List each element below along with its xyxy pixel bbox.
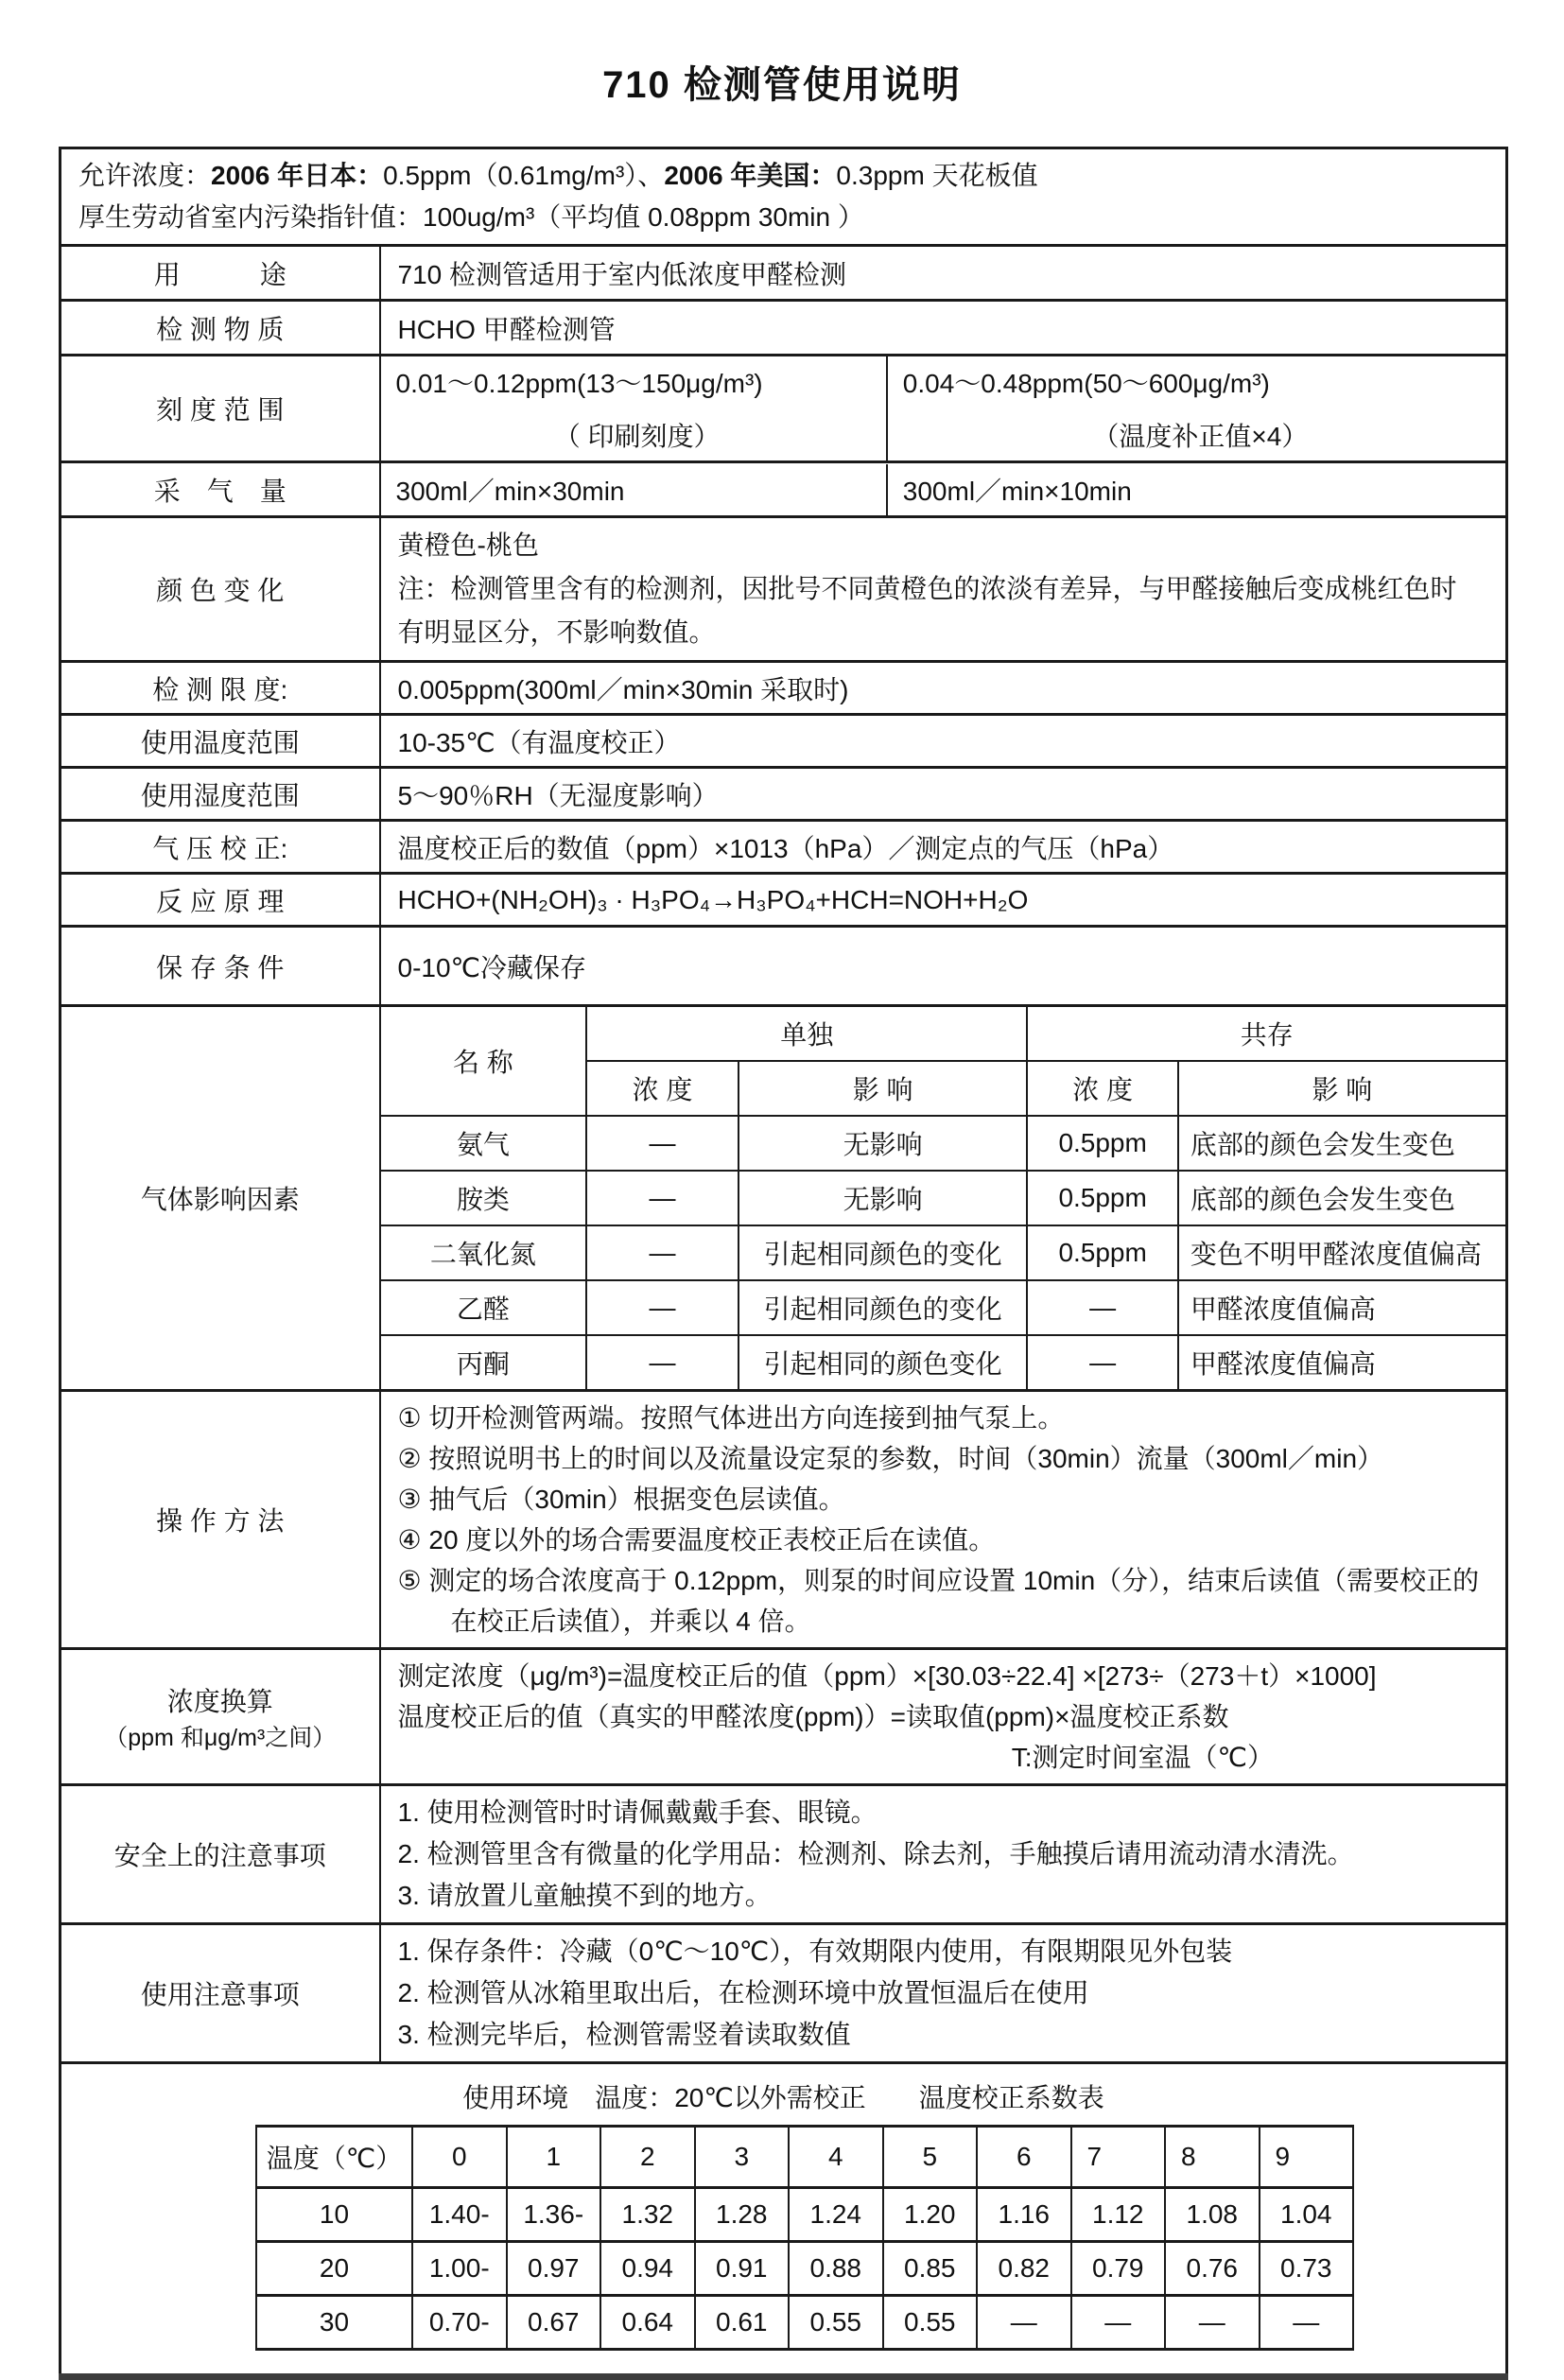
row-storage [61, 927, 1507, 1006]
sampling-left: 300ml／min×30min [381, 464, 887, 515]
pressure-label: 气 压 校 正: [61, 821, 380, 874]
correction-table [255, 2125, 1354, 2351]
correction-value: 1.12 [1071, 2188, 1166, 2242]
row-color-change [61, 517, 1507, 662]
row-permitted [61, 148, 1507, 246]
operation-step-5: ⑤ 测定的场合浓度高于 0.12ppm，则泵的时间应设置 10min（分），结束后读值（需要校正的在校正后读值），并乘以 4 倍。 [397, 1566, 1480, 1636]
page-title: 710 检测管使用说明 [602, 64, 962, 106]
permitted-l2-value: 100ug/m³（平均值 0.08ppm 30min ） [423, 202, 864, 232]
correction-value: 0.85 [883, 2242, 978, 2296]
correction-value: 0.91 [695, 2242, 790, 2296]
scale-inner-table [381, 356, 1506, 460]
correction-temp: 30 [256, 2296, 412, 2350]
correction-header-row [256, 2127, 1353, 2188]
humidity-range-value: 5～90％RH（无湿度影响） [380, 768, 1507, 821]
correction-value: 1.04 [1260, 2188, 1354, 2242]
row-pressure [61, 821, 1507, 874]
usage-label: 用 途 [61, 246, 380, 301]
correction-title: 使用环境 温度：20℃以外需校正 温度校正系数表 [462, 2083, 1104, 2112]
conversion-label-line2: （ppm 和μg/m³之间） [104, 1724, 337, 1751]
correction-value: 0.61 [695, 2296, 790, 2350]
operation-label: 操 作 方 法 [61, 1391, 380, 1649]
correction-header-2: 2 [600, 2127, 695, 2188]
safety-item-3: 3. 请放置儿童触摸不到的地方。 [397, 1881, 772, 1910]
correction-row-30 [256, 2296, 1353, 2350]
row-temp-range [61, 715, 1507, 768]
storage-label: 保 存 条 件 [61, 927, 380, 1006]
gas-co-effect: 甲醛浓度值偏高 [1178, 1335, 1505, 1389]
usage-note-2: 2. 检测管从冰箱里取出后，在检测环境中放置恒温后在使用 [397, 1978, 1089, 2007]
correction-value: 1.20 [883, 2188, 978, 2242]
color-line2: 注：检测管里含有的检测剂，因批号不同黄橙色的浓淡有差异，与甲醛接触后变成桃红色时 [397, 574, 1457, 603]
correction-value: 0.94 [600, 2242, 695, 2296]
usage-notes-items [380, 1924, 1507, 2063]
gas-alone-conc: — [586, 1116, 739, 1171]
correction-value: 0.97 [507, 2242, 601, 2296]
main-table [59, 147, 1508, 2380]
conversion-label-line1: 浓度换算 [166, 1686, 273, 1716]
row-correction [61, 2063, 1507, 2377]
conversion-t-note: T:测定时间室温（℃） [1011, 1743, 1275, 1772]
correction-header-8: 8 [1165, 2127, 1260, 2188]
gas-co-conc: 0.5ppm [1027, 1225, 1177, 1280]
correction-value: 0.88 [789, 2242, 883, 2296]
correction-value: — [1260, 2296, 1354, 2350]
limit-value: 0.005ppm(300ml／min×30min 采取时) [380, 662, 1507, 715]
sampling-label: 采 气 量 [61, 462, 380, 517]
row-usage [61, 246, 1507, 301]
scale-printed-cell [381, 356, 887, 460]
gas-col-co-conc: 浓 度 [1027, 1061, 1177, 1116]
sampling-inner-table [381, 464, 1506, 515]
gas-table [381, 1007, 1506, 1389]
gas-co-conc: 0.5ppm [1027, 1116, 1177, 1171]
correction-value: 0.64 [600, 2296, 695, 2350]
correction-header-6: 6 [977, 2127, 1071, 2188]
gas-name: 丙酮 [381, 1335, 587, 1389]
usage-value: 710 检测管适用于室内低浓度甲醛检测 [380, 246, 1507, 301]
gas-co-effect: 底部的颜色会发生变色 [1178, 1171, 1505, 1225]
gas-alone-conc: — [586, 1280, 739, 1335]
correction-header-1: 1 [507, 2127, 601, 2188]
correction-row-20 [256, 2242, 1353, 2296]
permitted-l1-japan: 2006 年日本： [211, 161, 384, 190]
permitted-l1-label: 允许浓度： [78, 161, 212, 190]
reaction-formula: HCHO+(NH₂OH)₃ · H₃PO₄→H₃PO₄+HCH=NOH+H₂O [380, 874, 1507, 927]
correction-value: 0.76 [1165, 2242, 1260, 2296]
correction-row-10 [256, 2188, 1353, 2242]
permitted-line1 [78, 155, 1496, 197]
row-usage-notes [61, 1924, 1507, 2063]
scale-corrected-range: 0.04～0.48ppm(50～600μg/m³) [902, 369, 1270, 398]
gas-alone-effect: 引起相同的颜色变化 [739, 1335, 1028, 1389]
correction-value: 0.55 [883, 2296, 978, 2350]
gas-col-co-effect: 影 响 [1178, 1061, 1505, 1116]
gas-alone-conc: — [586, 1225, 739, 1280]
scale-printed-note: （ 印刷刻度） [553, 422, 721, 451]
gas-alone-effect: 无影响 [739, 1171, 1028, 1225]
gas-name: 二氧化氮 [381, 1225, 587, 1280]
gas-row-ammonia [381, 1116, 1506, 1171]
gas-label: 气体影响因素 [61, 1006, 380, 1391]
gas-co-effect: 变色不明甲醛浓度值偏高 [1178, 1225, 1505, 1280]
gas-name: 氨气 [381, 1116, 587, 1171]
sampling-cell [380, 462, 1507, 517]
row-operation [61, 1391, 1507, 1649]
safety-item-1: 1. 使用检测管时时请佩戴戴手套、眼镜。 [397, 1798, 878, 1827]
correction-value: 1.36- [507, 2188, 601, 2242]
correction-section [61, 2063, 1507, 2377]
correction-value: 0.70- [412, 2296, 507, 2350]
scale-label: 刻 度 范 围 [61, 356, 380, 462]
operation-step-2: ② 按照说明书上的时间以及流量设定泵的参数，时间（30min）流量（300ml／min） [397, 1444, 1384, 1473]
row-substance [61, 301, 1507, 356]
color-line1: 黄橙色-桃色 [397, 530, 539, 560]
usage-note-3: 3. 检测完毕后，检测管需竖着读取数值 [397, 2020, 851, 2049]
permitted-cell [61, 148, 1507, 246]
correction-value: 1.00- [412, 2242, 507, 2296]
row-sampling [61, 462, 1507, 517]
permitted-line2 [78, 197, 1496, 238]
gas-alone-effect: 无影响 [739, 1116, 1028, 1171]
correction-value: — [1165, 2296, 1260, 2350]
safety-items [380, 1785, 1507, 1924]
gas-alone-effect: 引起相同颜色的变化 [739, 1225, 1028, 1280]
operation-step-1: ① 切开检测管两端。按照气体进出方向连接到抽气泵上。 [397, 1403, 1065, 1433]
permitted-l1-usa: 2006 年美国： [664, 161, 837, 190]
pressure-value: 温度校正后的数值（ppm）×1013（hPa）／测定点的气压（hPa） [380, 821, 1507, 874]
operation-step-3: ③ 抽气后（30min）根据变色层读值。 [397, 1485, 845, 1514]
permitted-l1-usa-value: 0.3ppm 天花板值 [836, 161, 1038, 190]
gas-col-alone-conc: 浓 度 [586, 1061, 739, 1116]
correction-header-3: 3 [695, 2127, 790, 2188]
correction-value: 0.73 [1260, 2242, 1354, 2296]
row-scale-range [61, 356, 1507, 462]
permitted-l2-label: 厚生劳动省室内污染指针值： [78, 202, 424, 232]
correction-header-5: 5 [883, 2127, 978, 2188]
gas-col-alone: 单独 [586, 1007, 1027, 1061]
gas-col-alone-effect: 影 响 [739, 1061, 1028, 1116]
storage-value: 0-10℃冷藏保存 [380, 927, 1507, 1006]
correction-temp: 20 [256, 2242, 412, 2296]
row-limit [61, 662, 1507, 715]
row-gas-factors [61, 1006, 1507, 1391]
gas-alone-conc: — [586, 1171, 739, 1225]
correction-value: 1.16 [977, 2188, 1071, 2242]
row-safety [61, 1785, 1507, 1924]
correction-value: 1.08 [1165, 2188, 1260, 2242]
scale-printed-range: 0.01～0.12ppm(13～150μg/m³) [395, 369, 763, 398]
gas-col-coexist: 共存 [1027, 1007, 1505, 1061]
conversion-formula-1: 测定浓度（μg/m³)=温度校正后的值（ppm）×[30.03÷22.4] ×[273÷（273＋t）×1000] [397, 1661, 1377, 1691]
gas-name: 乙醛 [381, 1280, 587, 1335]
scale-cell [380, 356, 1507, 462]
safety-label: 安全上的注意事项 [61, 1785, 380, 1924]
conversion-formula-2: 温度校正后的值（真实的甲醛浓度(ppm)）=读取值(ppm)×温度校正系数 [397, 1702, 1229, 1731]
correction-header-7: 7 [1071, 2127, 1166, 2188]
conversion-label [61, 1649, 380, 1785]
scale-corrected-note: （温度补正值×4） [1092, 422, 1309, 451]
gas-name: 胺类 [381, 1171, 587, 1225]
sampling-right: 300ml／min×10min [887, 464, 1505, 515]
temp-range-label: 使用温度范围 [61, 715, 380, 768]
document-page [0, 55, 1564, 2337]
row-reaction [61, 874, 1507, 927]
correction-value: 1.28 [695, 2188, 790, 2242]
gas-co-effect: 底部的颜色会发生变色 [1178, 1116, 1505, 1171]
humidity-range-label: 使用湿度范围 [61, 768, 380, 821]
correction-value: 1.32 [600, 2188, 695, 2242]
gas-alone-conc: — [586, 1335, 739, 1389]
reaction-label: 反 应 原 理 [61, 874, 380, 927]
correction-temp: 10 [256, 2188, 412, 2242]
correction-value: 0.82 [977, 2242, 1071, 2296]
row-conversion [61, 1649, 1507, 1785]
operation-step-4: ④ 20 度以外的场合需要温度校正表校正后在读值。 [397, 1525, 996, 1555]
correction-value: — [1071, 2296, 1166, 2350]
gas-co-conc: — [1027, 1335, 1177, 1389]
gas-row-no2 [381, 1225, 1506, 1280]
color-label: 颜 色 变 化 [61, 517, 380, 662]
correction-header-4: 4 [789, 2127, 883, 2188]
row-humidity-range [61, 768, 1507, 821]
gas-row-amines [381, 1171, 1506, 1225]
correction-value: 1.40- [412, 2188, 507, 2242]
gas-cell [380, 1006, 1507, 1391]
gas-row-acetaldehyde [381, 1280, 1506, 1335]
gas-co-conc: 0.5ppm [1027, 1171, 1177, 1225]
substance-label: 检 测 物 质 [61, 301, 380, 356]
operation-steps [380, 1391, 1507, 1649]
correction-value: 0.55 [789, 2296, 883, 2350]
gas-co-conc: — [1027, 1280, 1177, 1335]
correction-header-temp: 温度（℃） [256, 2127, 412, 2188]
correction-value: 0.67 [507, 2296, 601, 2350]
correction-header-0: 0 [412, 2127, 507, 2188]
conversion-cell [380, 1649, 1507, 1785]
limit-label: 检 测 限 度: [61, 662, 380, 715]
gas-row-acetone [381, 1335, 1506, 1389]
correction-value: 1.24 [789, 2188, 883, 2242]
usage-note-1: 1. 保存条件：冷藏（0℃～10℃），有效期限内使用，有限期限见外包装 [397, 1937, 1233, 1966]
permitted-l1-japan-value: 0.5ppm（0.61mg/m³）、 [383, 161, 665, 190]
color-line3: 有明显区分，不影响数值。 [397, 617, 716, 647]
usage-notes-label: 使用注意事项 [61, 1924, 380, 2063]
correction-header-9: 9 [1260, 2127, 1354, 2188]
safety-item-2: 2. 检测管里含有微量的化学用品：检测剂、除去剂，手触摸后请用流动清水清洗。 [397, 1839, 1354, 1868]
gas-alone-effect: 引起相同颜色的变化 [739, 1280, 1028, 1335]
color-cell [380, 517, 1507, 662]
correction-value: — [977, 2296, 1071, 2350]
substance-value: HCHO 甲醛检测管 [380, 301, 1507, 356]
gas-col-name: 名 称 [381, 1007, 587, 1116]
scale-corrected-cell [887, 356, 1505, 460]
gas-co-effect: 甲醛浓度值偏高 [1178, 1280, 1505, 1335]
correction-value: 0.79 [1071, 2242, 1166, 2296]
temp-range-value: 10-35℃（有温度校正） [380, 715, 1507, 768]
